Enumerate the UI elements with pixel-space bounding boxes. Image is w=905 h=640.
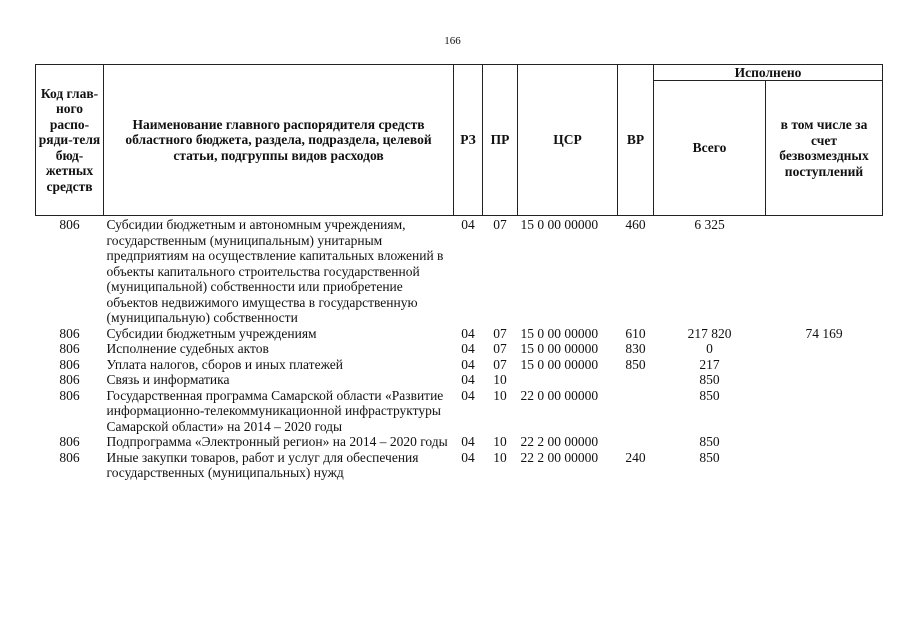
cell-total: 217 bbox=[699, 356, 720, 372]
cell-rz: 04 bbox=[461, 449, 475, 465]
table-row bbox=[36, 388, 883, 435]
cell-csr: 22 2 00 00000 bbox=[520, 449, 599, 465]
header-total: Всего bbox=[654, 81, 766, 216]
cell-csr: 15 0 00 00000 bbox=[520, 341, 599, 356]
cell-rz: 04 bbox=[461, 341, 475, 356]
cell-total: 850 bbox=[699, 387, 720, 403]
table-row bbox=[36, 326, 883, 342]
cell-code: 806 bbox=[59, 356, 80, 372]
cell-rz: 04 bbox=[461, 217, 475, 232]
cell-free bbox=[766, 357, 883, 373]
cell-total: 0 bbox=[706, 341, 713, 356]
cell-code: 806 bbox=[59, 372, 80, 387]
cell-pr: 07 bbox=[493, 341, 507, 356]
cell-code: 806 bbox=[59, 387, 80, 403]
table-row bbox=[36, 434, 883, 450]
cell-code: 806 bbox=[59, 325, 80, 341]
cell-free bbox=[766, 450, 883, 481]
cell-code: 806 bbox=[59, 449, 80, 465]
cell-csr: 15 0 00 00000 bbox=[520, 217, 599, 232]
cell-code: 806 bbox=[59, 217, 80, 232]
cell-total: 217 820 bbox=[687, 325, 732, 341]
header-incl-free: в том числе за счет безвозмездных поступлений bbox=[766, 81, 883, 216]
cell-total: 850 bbox=[699, 434, 720, 449]
cell-name: Иные закупки товаров, работ и услуг для обеспечения государственных (муниципальных) нужд bbox=[106, 449, 419, 480]
cell-pr: 10 bbox=[493, 372, 507, 387]
cell-name: Субсидии бюджетным и автономным учреждениям, государственным (муниципальным) унитарным предприятиям на осуществление капитальных вложений в объекты капитального строительства государственной (муниципальной) собственности или приобретение объектов недвижимого имущества в государственную (муниципальную) собственности bbox=[106, 217, 444, 325]
cell-free bbox=[766, 388, 883, 435]
header-code: Код глав-ного распо-ряди-теля бюд-жетных средств bbox=[36, 65, 104, 216]
cell-rz: 04 bbox=[461, 434, 475, 449]
table-row bbox=[36, 341, 883, 357]
page-number: 166 bbox=[444, 35, 461, 47]
header-csr: ЦСР bbox=[518, 65, 618, 216]
cell-code: 806 bbox=[59, 434, 80, 449]
cell-total: 6 325 bbox=[694, 217, 725, 232]
cell-csr: 15 0 00 00000 bbox=[520, 356, 599, 372]
cell-csr: 15 0 00 00000 bbox=[520, 325, 599, 341]
cell-rz: 04 bbox=[461, 356, 475, 372]
table-row bbox=[36, 450, 883, 481]
cell-rz: 04 bbox=[461, 387, 475, 403]
header-pr: ПР bbox=[483, 65, 518, 216]
cell-vr: 610 bbox=[625, 325, 646, 341]
budget-table bbox=[35, 64, 883, 481]
cell-free bbox=[766, 341, 883, 357]
cell-free bbox=[766, 434, 883, 450]
cell-pr: 07 bbox=[493, 356, 507, 372]
cell-name: Государственная программа Самарской области «Развитие информационно-телекоммуникационной инфраструктуры Самарской области» на 2014 – 2020 годы bbox=[106, 387, 444, 434]
cell-name: Связь и информатика bbox=[106, 372, 230, 387]
table-row bbox=[36, 372, 883, 388]
header-executed: Исполнено bbox=[654, 65, 883, 81]
cell-name: Исполнение судебных актов bbox=[106, 341, 269, 356]
cell-rz: 04 bbox=[461, 372, 475, 387]
cell-vr bbox=[618, 434, 654, 450]
cell-csr: 22 0 00 00000 bbox=[520, 387, 599, 403]
cell-vr: 240 bbox=[625, 449, 646, 465]
header-name: Наименование главного распорядителя средств областного бюджета, раздела, подраздела, целевой статьи, подгруппы видов расходов bbox=[104, 65, 454, 216]
cell-rz: 04 bbox=[461, 325, 475, 341]
table-body bbox=[36, 216, 883, 481]
cell-vr bbox=[618, 388, 654, 435]
cell-pr: 07 bbox=[493, 325, 507, 341]
cell-name: Субсидии бюджетным учреждениям bbox=[106, 325, 317, 341]
header-rz: РЗ bbox=[454, 65, 483, 216]
table-header bbox=[36, 65, 883, 216]
table-row bbox=[36, 216, 883, 326]
cell-vr: 830 bbox=[625, 341, 646, 356]
cell-csr bbox=[518, 372, 618, 388]
cell-total: 850 bbox=[699, 372, 720, 387]
cell-pr: 10 bbox=[493, 434, 507, 449]
table-row bbox=[36, 357, 883, 373]
cell-vr bbox=[618, 372, 654, 388]
cell-free bbox=[766, 372, 883, 388]
cell-pr: 10 bbox=[493, 387, 507, 403]
cell-pr: 10 bbox=[493, 449, 507, 465]
cell-code: 806 bbox=[59, 341, 80, 356]
cell-name: Уплата налогов, сборов и иных платежей bbox=[106, 356, 343, 372]
cell-total: 850 bbox=[699, 449, 720, 465]
cell-name: Подпрограмма «Электронный регион» на 2014 – 2020 годы bbox=[106, 434, 448, 449]
cell-csr: 22 2 00 00000 bbox=[520, 434, 599, 449]
cell-vr: 460 bbox=[625, 217, 646, 232]
cell-free bbox=[766, 216, 883, 326]
header-vr: ВР bbox=[618, 65, 654, 216]
cell-vr: 850 bbox=[625, 356, 646, 372]
cell-pr: 07 bbox=[493, 217, 507, 232]
cell-free: 74 169 bbox=[805, 325, 843, 341]
